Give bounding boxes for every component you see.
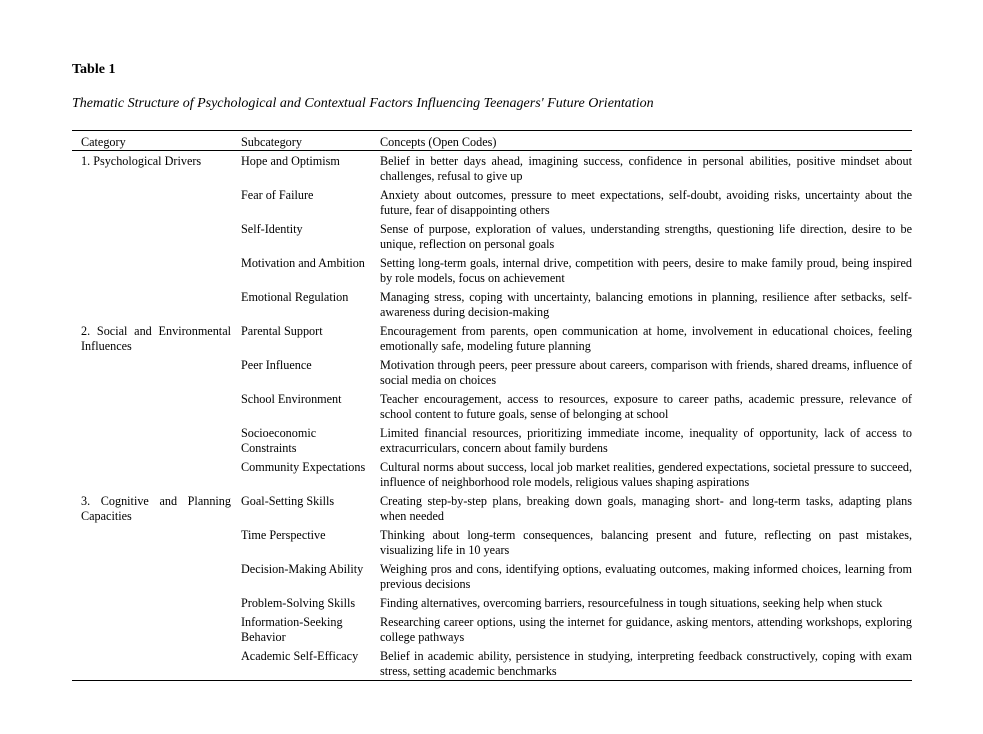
table-body [72, 151, 912, 681]
subcategory-cell: Emotional Regulation [241, 290, 349, 304]
concepts-cell: Cultural norms about success, local job market realities, gendered expectations, societal pressure to succeed, influence of neighborhood role models, religious values shaping aspirations [380, 460, 912, 489]
concepts-cell: Teacher encouragement, access to resources, exposure to career paths, academic pressure, relevance of school content to future goals, sense of belonging at school [380, 392, 912, 421]
table-row [72, 253, 912, 287]
concepts-cell: Creating step-by-step plans, breaking down goals, managing short- and long-term tasks, adapting plans when needed [380, 494, 912, 523]
header-category: Category [81, 135, 126, 149]
table-row [72, 151, 912, 186]
subcategory-cell: Goal-Setting Skills [241, 494, 335, 508]
subcategory-cell: Time Perspective [241, 528, 326, 542]
table-row [72, 612, 912, 646]
category-cell [72, 185, 241, 219]
concepts-cell: Setting long-term goals, internal drive, competition with peers, desire to make family proud, being inspired by role models, focus on achievement [380, 256, 912, 285]
category-cell: 2. Social and Environmental Influences [81, 324, 231, 353]
concepts-cell: Finding alternatives, overcoming barriers, resourcefulness in tough situations, seeking help when stuck [380, 596, 883, 610]
concepts-cell: Researching career options, using the internet for guidance, asking mentors, attending workshops, exploring college pathways [380, 615, 912, 644]
subcategory-cell: Self-Identity [241, 222, 303, 236]
table-row [72, 185, 912, 219]
subcategory-cell: Motivation and Ambition [241, 256, 365, 270]
table-row [72, 389, 912, 423]
subcategory-cell: Hope and Optimism [241, 154, 340, 168]
category-cell [72, 219, 241, 253]
subcategory-cell: Fear of Failure [241, 188, 314, 202]
table-row [72, 287, 912, 321]
category-cell [72, 646, 241, 681]
concepts-cell: Encouragement from parents, open communication at home, involvement in educational choices, feeling emotionally safe, modeling future planning [380, 324, 912, 353]
table-row [72, 593, 912, 612]
category-cell [72, 287, 241, 321]
subcategory-cell: Socioeconomic Constraints [241, 426, 317, 455]
concepts-cell: Belief in academic ability, persistence in studying, interpreting feedback constructively, coping with exam stress, setting academic benchmarks [380, 649, 912, 678]
concepts-cell: Anxiety about outcomes, pressure to meet expectations, self-doubt, avoiding risks, uncertainty about the future, fear of disappointing others [380, 188, 912, 217]
subcategory-cell: Academic Self-Efficacy [241, 649, 359, 663]
category-cell: 3. Cognitive and Planning Capacities [81, 494, 231, 523]
subcategory-cell: Information-Seeking Behavior [241, 615, 343, 644]
concepts-cell: Thinking about long-term consequences, balancing present and future, reflecting on past mistakes, visualizing life in 10 years [380, 528, 912, 557]
category-cell [72, 457, 241, 491]
category-cell [72, 355, 241, 389]
table-row [72, 646, 912, 681]
table-row [72, 457, 912, 491]
category-cell [72, 559, 241, 593]
concepts-cell: Limited financial resources, prioritizing immediate income, inequality of opportunity, lack of access to extracurriculars, concern about family burdens [380, 426, 912, 455]
subcategory-cell: Peer Influence [241, 358, 312, 372]
table-row [72, 423, 912, 457]
category-cell [72, 612, 241, 646]
category-cell [72, 253, 241, 287]
table-row [72, 355, 912, 389]
category-cell [72, 389, 241, 423]
subcategory-cell: Problem-Solving Skills [241, 596, 356, 610]
thematic-table [72, 130, 912, 681]
header-row [72, 131, 912, 151]
category-cell: 1. Psychological Drivers [81, 154, 202, 168]
table-row [72, 559, 912, 593]
table-row [72, 491, 912, 525]
concepts-cell: Sense of purpose, exploration of values, understanding strengths, questioning life direction, desire to be unique, reflection on personal goals [380, 222, 912, 251]
subcategory-cell: Parental Support [241, 324, 323, 338]
subcategory-cell: Community Expectations [241, 460, 366, 474]
table-row [72, 525, 912, 559]
concepts-cell: Weighing pros and cons, identifying options, evaluating outcomes, making informed choices, learning from previous decisions [380, 562, 912, 591]
header-subcategory: Subcategory [241, 135, 302, 149]
concepts-cell: Motivation through peers, peer pressure about careers, comparison with friends, shared dreams, influence of social media on choices [380, 358, 912, 387]
category-cell [72, 593, 241, 612]
table-row [72, 321, 912, 355]
subcategory-cell: Decision-Making Ability [241, 562, 364, 576]
category-cell [72, 525, 241, 559]
table-caption: Thematic Structure of Psychological and Contextual Factors Influencing Teenagers' Future Orientation [72, 96, 654, 111]
table-number: Table 1 [72, 62, 116, 77]
header-concepts: Concepts (Open Codes) [380, 135, 497, 149]
concepts-cell: Managing stress, coping with uncertainty, balancing emotions in planning, resilience after setbacks, self-awareness during decision-making [380, 290, 912, 319]
category-cell [72, 423, 241, 457]
table-row [72, 219, 912, 253]
thematic-table-container [72, 130, 912, 681]
subcategory-cell: School Environment [241, 392, 342, 406]
concepts-cell: Belief in better days ahead, imagining success, confidence in personal abilities, positive mindset about challenges, refusal to give up [380, 154, 912, 183]
